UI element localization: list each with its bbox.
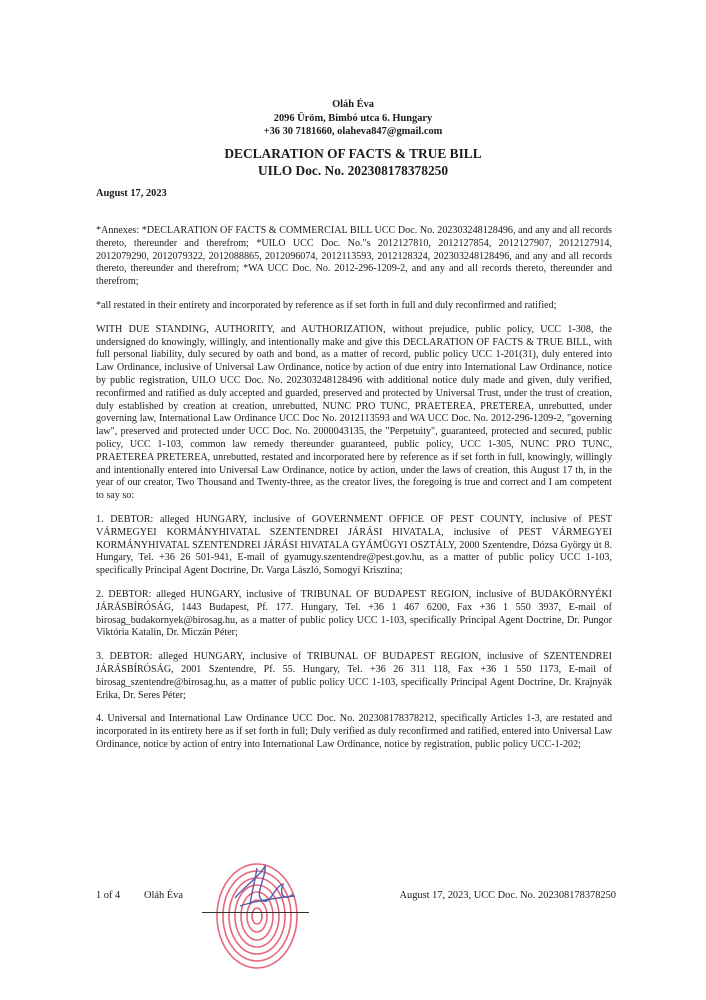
sender-address: 2096 Üröm, Bimbó utca 6. Hungary — [273, 112, 433, 124]
sender-name: Oláh Éva — [332, 99, 374, 110]
restated-paragraph: *all restated in their entirety and incorporated by reference as if set forth in full and duly reconfirmed and ratified; — [96, 299, 557, 311]
sender-header — [0, 98, 706, 139]
debtor-3-paragraph: 3. DEBTOR: alleged HUNGARY, inclusive of TRIBUNAL OF BUDAPEST REGION, inclusive of SZENTENDREI JÁRÁSBÍRÓSÁG, 2001 Szentendre, Pf. 55. Hungary, Tel. +36 26 311 118, Fax +36 1 550 1173, E-mail of birosag_szentendre@birosag.hu, as a matter of public policy UCC 1-103, specifically Principal Agent Doctrine, Dr. Krajnyák Erika, Dr. Seres Péter; — [96, 651, 612, 701]
due-standing-paragraph: WITH DUE STANDING, AUTHORITY, and AUTHORIZATION, without prejudice, public policy, UCC 1-308, the undersigned do knowingly, willingly, and intentionally make and give this DECLARATION OF FACTS & TRUE BILL, with full personal liability, duly secured by oath and bond, as a matter of record, public policy UCC 1-201(31), duly entered into Law Ordinance, inclusive of Universal Law Ordinance, notice by action of due entry into International Law Ordinance, notice by public registration, UILO UCC Doc. No. 202303248128496 with additional notice duly made and given, duly verified, reconfirmed and ratified as duly accepted and guarded, preserved and protected by Universal Trust, under the trust of creation, duly established by creation at creation, unrebutted, NUNC PRO TUNC, PRAETEREA, PRETEREA, unrebutted, under governing law, International Law Ordinance UCC Doc No. 2012113593 and WA UCC Doc. No. 2012-296-1209-2, "governing law", preserved and protected under UCC Doc. No. 2000043135, the "Perpetuity", guaranteed, protected and secured, public policy, UCC 1-103, common law remedy thereunder guaranteed, public policy, UCC 1-305, NUNC PRO TUNC, PRAETEREA PRETEREA, unrebutted, restated and incorporated here by reference as if set forth in full, knowingly, willingly and intentionally entered into Universal Law Ordinance, notice by action, under the laws of creation, this August 17 th, in the year of our creator, Two Thousand and Twenty-three, as the creator lives, the foregoing is true and correct and I am competent to say so: — [96, 323, 612, 502]
debtor-1-paragraph: 1. DEBTOR: alleged HUNGARY, inclusive of GOVERNMENT OFFICE OF PEST COUNTY, inclusive of PEST VÁRMEGYEI KORMÁNYHIVATAL SZENTENDREI JÁRÁSI HIVATALA, inclusive of PEST VÁRMEGYEI KORMÁNYHIVATAL SZENTENDREI JÁRÁSI HIVATALA GYÁMÜGYI OSZTÁLY, 2000 Szentendre, Dózsa György út 8. Hungary, Tel. +36 26 501-941, E-mail of gyamugy.szentendre@pest.gov.hu, as a matter of public policy UCC 1-103, specifically Principal Agent Doctrine, Dr. Varga László, Somogyi Krisztina; — [96, 513, 612, 577]
signature-thumbprint-icon — [205, 846, 315, 976]
page-number: 1 of 4 — [96, 890, 121, 901]
document-title — [0, 145, 706, 179]
title-line-2: UILO Doc. No. 202308178378250 — [257, 163, 449, 178]
item-4-paragraph: 4. Universal and International Law Ordinance UCC Doc. No. 202308178378212, specifically Articles 1-3, are restated and incorporated in its entirety here as if set forth in full; Duly verified as duly reconfirmed and ratified, entered into Universal Law Ordinance, notice by action of entry into International Law Ordinance, notice by registration, public policy UCC-1-202; — [96, 713, 612, 750]
footer-doc-reference: August 17, 2023, UCC Doc. No. 202308178378250 — [399, 890, 616, 901]
document-date: August 17, 2023 — [96, 188, 167, 199]
annexes-paragraph: *Annexes: *DECLARATION OF FACTS & COMMERCIAL BILL UCC Doc. No. 202303248128496, and any and all records thereto, thereunder and therefrom; *UILO UCC Doc. No."s 2012127810, 2012127854, 2012127907, 2012127914, 2012079290, 2012079322, 2012088865, 2012096074, 2012113593, 2012128324, 202303248128496, and any and all records thereto, thereunder and therefrom; *WA UCC Doc. No. 2012-296-1209-2, and any and all records thereto, thereunder and therefrom; — [96, 225, 612, 288]
page-footer — [96, 890, 616, 910]
debtor-2-paragraph: 2. DEBTOR: alleged HUNGARY, inclusive of TRIBUNAL OF BUDAPEST REGION, inclusive of BUDAKÖRNYÉKI JÁRÁSBÍRÓSÁG, 1443 Budapest, Pf. 177. Hungary, Tel. +36 1 467 6200, Fax +36 1 550 3937, E-mail of birosag_budakornyek@birosag.hu, as a matter of public policy UCC 1-103, specifically Principal Agent Doctrine, Dr. Pungor Viktória Katalin, Dr. Miczán Péter; — [96, 588, 612, 639]
sender-contact: +36 30 7181660, olaheva847@gmail.com — [263, 126, 443, 137]
title-line-1: DECLARATION OF FACTS & TRUE BILL — [224, 146, 482, 161]
signature-line — [202, 912, 309, 913]
document-body — [96, 225, 612, 763]
footer-signer-name: Oláh Éva — [144, 890, 183, 901]
